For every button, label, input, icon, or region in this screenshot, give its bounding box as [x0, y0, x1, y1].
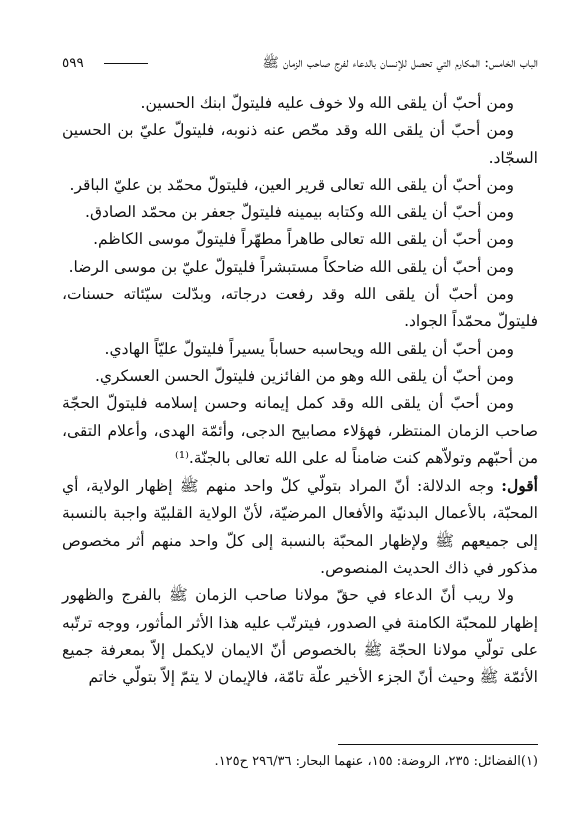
paragraph-text: ومن أحبّ أن يلقى الله ويحاسبه حساباً يسيراً فليتولّ عليّاً الهادي. — [104, 339, 514, 358]
page-body — [62, 90, 538, 692]
footnote: (١)الفضائل: ٢٣٥، الروضة: ١٥٥، عنهما البحار: ٢٩٦/٣٦ ح١٢٥. — [214, 754, 538, 769]
paragraph — [62, 226, 538, 253]
running-header — [62, 52, 538, 74]
header-dash — [104, 63, 148, 64]
paragraph-text: ومن أحبّ أن يلقى الله وقد كمل إيمانه وحسن إسلامه فليتولّ الحجّة صاحب الزمان المنتظر، فهؤلاء مصابيح الدجى، وأئمّة الهدى، وأعلام التقى، من أحبّهم وتولاّهم كنت ضامناً له على الله تعالى بالجنّة.⁽¹⁾ — [62, 394, 538, 467]
paragraph-text: ولا ريب أنّ الدعاء في حقّ مولانا صاحب الزمان ﷺ بالفرج والظهور إظهار للمحبّة الكامنة في الصدور، فيترتّب عليه هذا الأثر المأثور، ووجه ترتّبه على تولّي مولانا الحجّة ﷺ بالخصوص أنّ الايمان لايكمل إلاّ بمعرفة جميع الأئمّة ﷺ وحيث أنّ الجزء الأخير علّة تامّة، فالإيمان لا يتمّ إلاّ بتولّي خاتم — [62, 586, 538, 687]
commentary-lead: أقول: — [501, 476, 538, 496]
paragraph-text: ومن أحبّ أن يلقى الله تعالى طاهراً مطهّراً فليتولّ موسى الكاظم. — [93, 230, 514, 249]
paragraph — [62, 172, 538, 199]
paragraph-text: ومن أحبّ أن يلقى الله وكتابه بيمينه فليتولّ جعفر بن محمّد الصادق. — [85, 203, 514, 222]
paragraph — [62, 281, 538, 336]
paragraph-text: ومن أحبّ أن يلقى الله ولا خوف عليه فليتولّ ابنك الحسين. — [140, 94, 514, 112]
page-number: ٥٩٩ — [62, 55, 84, 71]
paragraph — [62, 254, 538, 281]
paragraph — [62, 390, 538, 472]
paragraph-text: ومن أحبّ أن يلقى الله وهو من الفائزين فليتولّ الحسن العسكري. — [95, 366, 514, 385]
paragraph-text: ومن أحبّ أن يلقى الله وقد رفعت درجاته، وبدّلت سيّئاته حسنات، فليتولّ محمّداً الجواد. — [62, 285, 538, 331]
book-page — [62, 52, 538, 812]
paragraph-text: ومن أحبّ أن يلقى الله ضاحكاً مستبشراً فليتولّ عليّ بن موسى الرضا. — [68, 257, 514, 276]
paragraph-text: وجه الدلالة: أنّ المراد بتولّي كلّ واحد منهم ﷺ إظهار الولاية، أي المحبّة، بالأعمال البدنيّة والأفعال المرضيّة، لأنّ الولاية القلبيّة واجبة بالنسبة إلى جميعهم ﷺ ولإظهار المحبّة بالنسبة إلى كلّ واحد منهم أثر مخصوص مذكور في ذاك الحديث المنصوص. — [62, 477, 538, 578]
footnote-divider — [338, 744, 538, 745]
paragraph-text: ومن أحبّ أن يلقى الله تعالى قرير العين، فليتولّ محمّد بن عليّ الباقر. — [69, 175, 514, 194]
paragraph — [62, 117, 538, 172]
paragraph — [62, 582, 538, 691]
paragraph-text: ومن أحبّ أن يلقى الله وقد محّص عنه ذنوبه، فليتولّ عليّ بن الحسين السجّاد. — [62, 121, 538, 167]
paragraph — [62, 199, 538, 226]
paragraph-commentary — [62, 472, 538, 582]
paragraph — [62, 336, 538, 363]
paragraph — [62, 363, 538, 390]
paragraph — [62, 90, 538, 117]
chapter-title: الباب الخامس: المكارم التي تحصل للإنسان بالدعاء لفرج صاحب الزمان ﷺ — [262, 55, 538, 71]
